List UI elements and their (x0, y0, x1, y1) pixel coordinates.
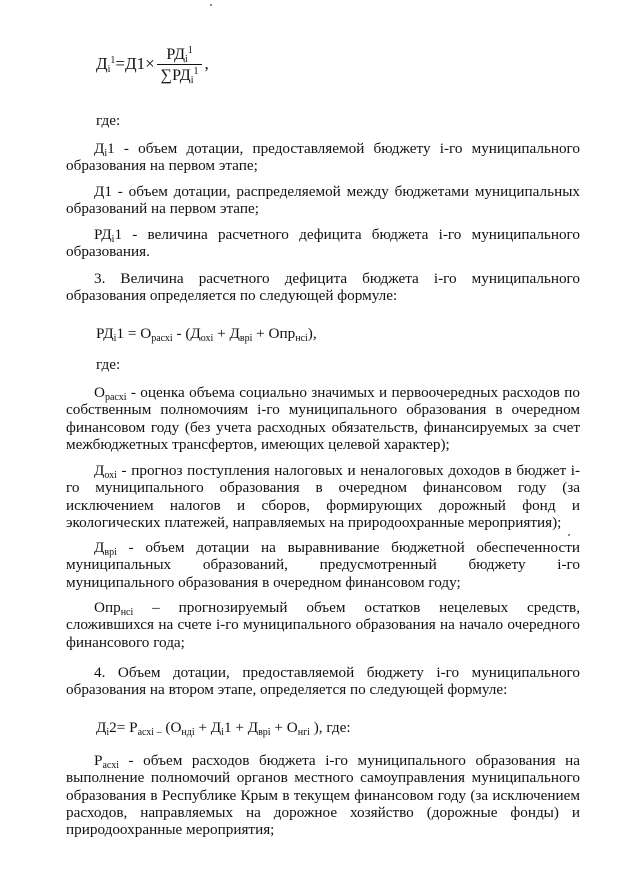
item-3: 3. Величина расчетного дефицита бюджета i-го муниципального образования определяется по следующей формуле: (66, 270, 580, 305)
scan-speck (210, 4, 212, 6)
formula-rdi1: $РД_i1 = О_{расхi} - (Д_{охi} + Д_{врi} + Опр_{нсi})$, (96, 325, 317, 344)
item-4: 4. Объем дотации, предоставляемой бюджету i-го муниципального образования на втором этапе, определяется по следующей формуле: (66, 664, 580, 699)
where-label: где: (96, 112, 121, 129)
definition-dox: $Д_{охi}$ - прогноз поступления налоговых и неналоговых доходов в бюджет i-го муниципального образования в очередном финансовом году (за исключением налогов и сборов, формирующих дорожный фонд и экологических платежей, направляемых на природоохранные мероприятия); (66, 462, 580, 531)
formula-fraction: $\frac{РД_i^1}{\sum РД_i^1}$ (157, 46, 203, 85)
scan-speck (568, 534, 570, 536)
definition-oprns: Опр$_{нсi}$ – прогнозируемый объем остатков нецелевых средств, сложившихся на счете i-го муниципального образования на начало очередного финансового года; (66, 599, 580, 651)
definition-dvr: $Д_{врi}$ - объем дотации на выравнивание бюджетной обеспеченности муниципальных образований, предусмотренный бюджету i-го муниципального образования в очередном финансовом году; (66, 539, 580, 591)
definition-d1: Д1 - объем дотации, распределяемой между бюджетами муниципальных образований на первом этапе; (66, 183, 580, 218)
definition-di1: $Д_i1$ - объем дотации, предоставляемой бюджету i-го муниципального образования на первом этапе; (66, 140, 580, 175)
definition-rdi1: $РД_i1$ - величина расчетного дефицита бюджета i-го муниципального образования. (66, 226, 580, 261)
formula-di2: $Д_i2= Р_{асхi -}$ ($О_{ндi} + Д_i1 + Д_{врi} + О_{нгi}$ ), где: (96, 719, 351, 738)
definition-rasx: $Р_{асхi}$ - объем расходов бюджета i-го муниципального образования на выполнение полномочий органов местного самоуправления муниципального образования в Республике Крым в текущем финансовом году (за исключением расходов, направляемых на дорожное хозяйство (дорожные фонды) и природоохранные мероприятия; (66, 752, 580, 839)
formula-di1: $Д_i^1=Д1\times$ $\frac{РД_i^1}{\sum РД_i^1}$ , (96, 45, 209, 87)
definition-orasx: $О_{расхi}$ - оценка объема социально значимых и первоочередных расходов по собственным полномочиям i-го муниципального образования в очередном финансовом году (без учета расходных обязательств, финансируемых за счет межбюджетных трансфертов, имеющих целевой характер); (66, 384, 580, 453)
where-label: где: (96, 356, 121, 373)
